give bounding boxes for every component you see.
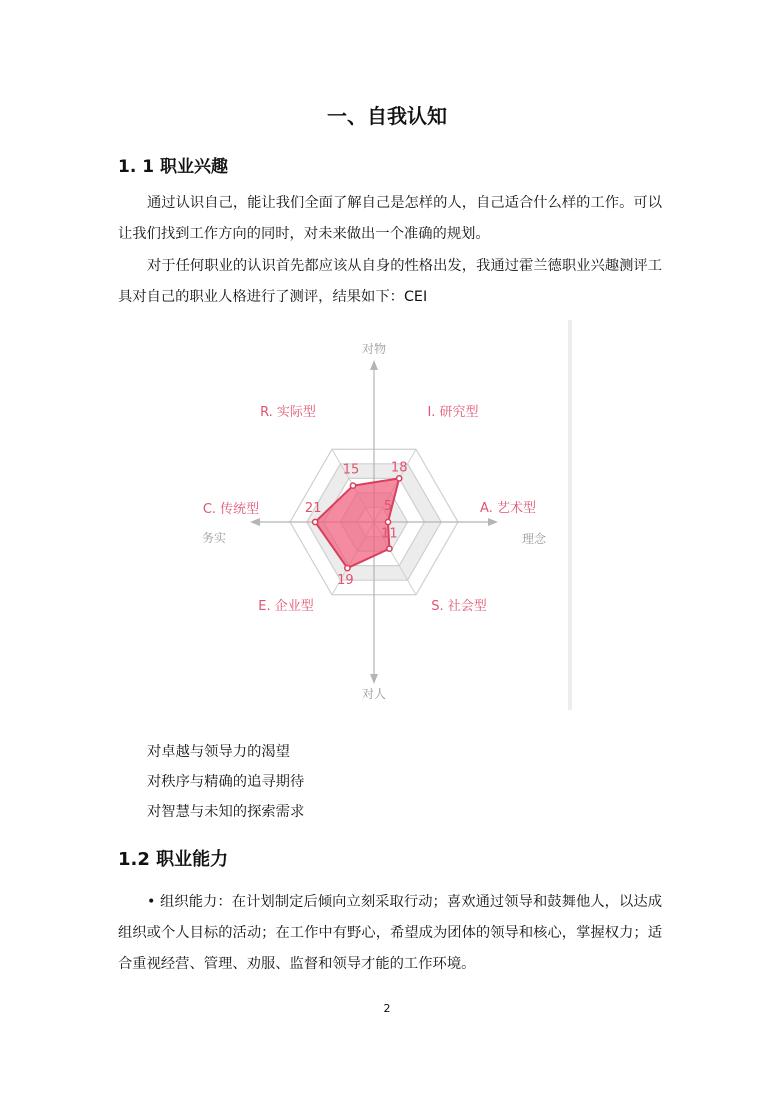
holland-code: CEI xyxy=(403,289,428,305)
value-label: 5 xyxy=(383,499,393,514)
trait-item: 对智慧与未知的探索需求 xyxy=(147,804,305,820)
arrow-left-icon xyxy=(250,518,260,526)
radar-data-point xyxy=(350,483,355,488)
radar-data-point xyxy=(397,476,402,481)
figure-right-edge xyxy=(568,320,572,710)
radar-data-point xyxy=(387,546,392,551)
section-title-career-interest: 1. 1 职业兴趣 xyxy=(118,157,228,177)
category-label: E. 企业型 xyxy=(258,599,314,614)
value-label: 19 xyxy=(337,573,354,589)
value-label: 21 xyxy=(304,501,322,516)
arrow-down-icon xyxy=(370,674,378,684)
radar-data-point xyxy=(345,565,350,570)
category-label: C. 传统型 xyxy=(202,502,260,517)
axis-label-top: 对物 xyxy=(361,342,387,356)
value-label: 18 xyxy=(390,460,408,476)
page-number: 2 xyxy=(383,1002,391,1015)
trait-item: 对卓越与领导力的渴望 xyxy=(147,744,290,760)
intro-paragraph: 通过认识自己，能让我们全面了解自己是怎样的人，自己适合什么样的工作。可以让我们找到工作方向的同时，对未来做出一个准确的规划。 xyxy=(118,195,662,242)
ability-paragraph: • 组织能力：在计划制定后倾向立刻采取行动；喜欢通过领导和鼓舞他人，以达成组织或个人目标的活动；在工作中有野心，希望成为团体的领导和核心，掌握权力；适合重视经营、管理、劝服、监督和领导才能的工作环境。 xyxy=(118,894,662,972)
assessment-paragraph xyxy=(118,251,662,313)
axis-label-left: 务实 xyxy=(201,531,227,545)
holland-radar-chart xyxy=(198,320,576,710)
category-label: I. 研究型 xyxy=(427,405,479,420)
assessment-text: 对于任何职业的认识首先都应该从自身的性格出发，我通过霍兰德职业兴趣测评工具对自己的职业人格进行了测评，结果如下： xyxy=(118,258,662,305)
category-label: R. 实际型 xyxy=(260,405,316,420)
trait-list xyxy=(147,737,304,827)
axis-label-bottom: 对人 xyxy=(361,687,387,701)
value-label: 11 xyxy=(381,526,398,542)
arrow-up-icon xyxy=(370,360,378,370)
arrow-right-icon xyxy=(488,518,498,526)
category-label: A. 艺术型 xyxy=(480,501,536,516)
radar-data-point xyxy=(385,519,390,524)
value-label: 15 xyxy=(342,462,360,478)
axis-label-right: 理念 xyxy=(521,532,547,546)
radar-data-point xyxy=(313,519,318,524)
category-label: S. 社会型 xyxy=(431,599,487,614)
section-title-career-ability: 1.2 职业能力 xyxy=(118,849,229,870)
chapter-title: 一、自我认知 xyxy=(327,104,447,128)
trait-item: 对秩序与精确的追寻期待 xyxy=(147,774,305,790)
holland-radar-figure xyxy=(198,320,576,710)
